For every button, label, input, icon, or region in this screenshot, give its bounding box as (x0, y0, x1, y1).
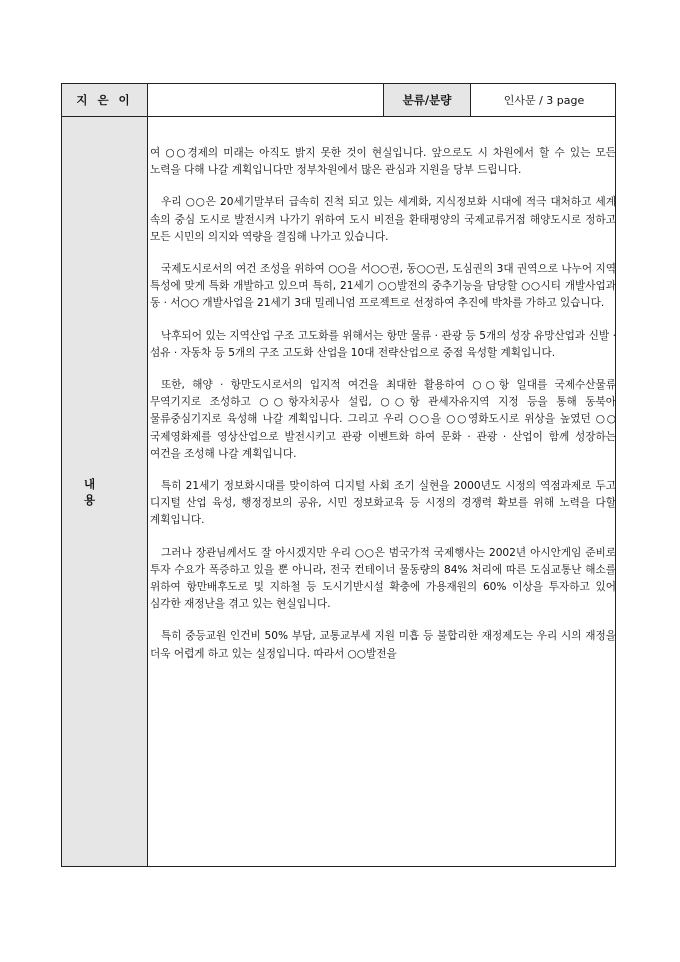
paragraph-7: 그러나 장관님께서도 잘 아시겠지만 우리 ○○은 범국가적 국제행사는 2002년 아시안게임 준비로 투자 수요가 폭증하고 있을 뿐 아니라, 전국 컨테이너 물동량의 84% 처리에 따른 도심교통난 해소를 위하여 항만배후도로 및 지하철 등 도시기반시설 확충에 가용재원의 60% 이상을 투자하고 있어 심각한 재정난을 겪고 있는 현실입니다. (150, 546, 616, 611)
paragraph-6: 특히 21세기 정보화시대를 맞이하여 디지털 사회 조기 실현을 2000년도 시정의 역점과제로 두고 디지털 산업 육성, 행정정보의 공유, 시민 정보화교육 등 시정의 경쟁력 확보를 위해 노력을 다할 계획입니다. (150, 480, 616, 527)
author-value (148, 84, 384, 116)
paragraph-5: 또한, 해양 · 항만도시로서의 입지적 여건을 최대한 활용하여 ○○항 일대를 국제수산물류 무역기지로 조성하고 ○○항자치공사 설립, ○○항 관세자유지역 지정 등을 통해 동북아 물류중심기지로 육성해 나갈 계획입니다. 그리고 우리 ○○을 ○○영화도시로 위상을 높였던 ○○국제영화제를 영상산업으로 발전시키고 관광 이벤트화 하여 문화 · 관광 · 산업이 함께 성장하는 여건을 조성해 나갈 계획입니다. (150, 379, 616, 460)
author-label: 지 은 이 (62, 84, 148, 116)
paragraph-3: 국제도시로서의 여건 조성을 위하여 ○○을 서○○권, 동○○권, 도심권의 3대 권역으로 나누어 지역 특성에 맞게 특화 개발하고 있으며 특히, 21세기 ○○발전의 중추기능을 담당할 ○○시티 개발사업과 동 · 서○○ 개발사업을 21세기 3대 밀레니엄 프로젝트로 선정하여 추진에 박차를 가하고 있습니다. (150, 263, 616, 310)
content-label: 내 용 (62, 117, 148, 866)
content-row (62, 117, 615, 866)
content-body (150, 145, 616, 678)
paragraph-8: 특히 중등교원 인건비 50% 부담, 교통교부세 지원 미흡 등 불합리한 재정제도는 우리 시의 재정을 더욱 어렵게 하고 있는 실정입니다. 따라서 ○○발전을 (150, 630, 616, 660)
document-table (61, 83, 616, 867)
header-row (62, 84, 615, 117)
paragraph-1: 여 ○○경제의 미래는 아직도 밝지 못한 것이 현실입니다. 앞으로도 시 차원에서 할 수 있는 모든 노력을 다해 나갈 계획입니다만 정부차원에서 많은 관심과 지원을 당부 드립니다. (150, 147, 616, 177)
paragraph-2: 우리 ○○은 20세기말부터 급속히 진척 되고 있는 세계화, 지식정보화 시대에 적극 대처하고 세계 속의 중심 도시로 발전시켜 나가기 위하여 도시 비전을 환태평양의 국제교류거점 해양도시로 정하고 모든 시민의 의지와 역량을 결집해 나가고 있습니다. (150, 196, 616, 243)
paragraph-4: 낙후되어 있는 지역산업 구조 고도화를 위해서는 항만 물류 · 관광 등 5개의 성장 유망산업과 신발 · 섬유 · 자동차 등 5개의 구조 고도화 산업을 10대 전략산업으로 중점 육성할 계획입니다. (150, 329, 616, 359)
category-value: 인사문 / 3 page (503, 94, 585, 107)
category-label: 분류/분량 (384, 84, 471, 116)
